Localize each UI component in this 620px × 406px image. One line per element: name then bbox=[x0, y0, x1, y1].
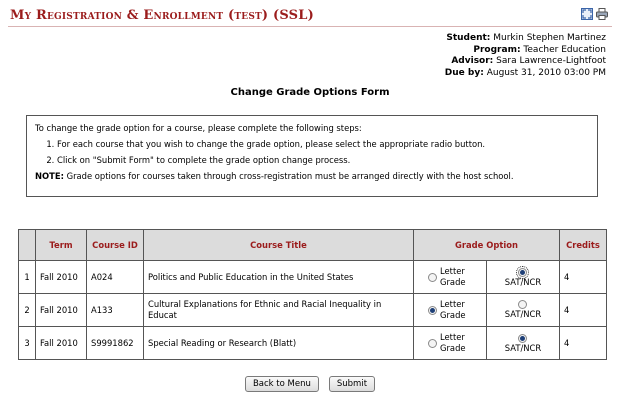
sat-ncr-radio[interactable] bbox=[518, 300, 527, 309]
note-text: Grade options for courses taken through cross-registration must be arranged directly with the host school. bbox=[63, 171, 514, 181]
instruction-step: 1. For each course that you wish to change the grade option, please select the appropriate radio button. bbox=[57, 138, 589, 150]
app-title: My Registration & Enrollment (test) (SSL) bbox=[10, 8, 314, 23]
program-name: Teacher Education bbox=[523, 44, 606, 55]
header-course-id: Course ID bbox=[87, 230, 144, 261]
sat-ncr-radio[interactable] bbox=[518, 268, 527, 277]
credits-cell: 4 bbox=[560, 294, 607, 327]
student-label: Student: bbox=[446, 33, 491, 43]
advisor-label: Advisor: bbox=[451, 56, 494, 67]
student-name: Murkin Stephen Martinez bbox=[493, 33, 606, 43]
sat-ncr-label: SAT/NCR bbox=[504, 309, 542, 319]
sat-ncr-option[interactable] bbox=[487, 294, 560, 327]
letter-grade-option[interactable] bbox=[414, 261, 487, 294]
form-buttons bbox=[0, 376, 620, 392]
term-cell: Fall 2010 bbox=[36, 261, 87, 294]
letter-grade-radio[interactable] bbox=[428, 339, 437, 348]
course-title-cell: Politics and Public Education in the United States bbox=[144, 261, 414, 294]
letter-grade-label: Letter Grade bbox=[440, 299, 466, 320]
top-toolbar bbox=[581, 8, 608, 20]
course-id-cell: S9991862 bbox=[87, 327, 144, 360]
table-header-row bbox=[19, 230, 607, 261]
student-info bbox=[445, 33, 606, 79]
courses-table bbox=[18, 229, 607, 360]
program-label: Program: bbox=[473, 44, 521, 55]
sat-ncr-option[interactable] bbox=[487, 261, 560, 294]
sat-ncr-radio[interactable] bbox=[518, 334, 527, 343]
row-number: 3 bbox=[19, 327, 36, 360]
letter-grade-radio[interactable] bbox=[428, 306, 437, 315]
title-divider bbox=[8, 26, 612, 27]
advisor-name: Sara Lawrence-Lightfoot bbox=[496, 56, 606, 67]
table-row bbox=[19, 327, 607, 360]
back-to-menu-button[interactable]: Back to Menu bbox=[245, 376, 319, 392]
term-cell: Fall 2010 bbox=[36, 327, 87, 360]
sat-ncr-label: SAT/NCR bbox=[504, 342, 542, 353]
instructions-box bbox=[26, 115, 598, 197]
course-title-cell: Special Reading or Research (Blatt) bbox=[144, 327, 414, 360]
letter-grade-radio[interactable] bbox=[428, 273, 437, 282]
instructions-steps bbox=[35, 138, 589, 166]
course-id-cell: A024 bbox=[87, 261, 144, 294]
table-row bbox=[19, 261, 607, 294]
letter-grade-label: Letter Grade bbox=[440, 266, 466, 287]
note-label: NOTE: bbox=[35, 171, 64, 181]
row-number: 1 bbox=[19, 261, 36, 294]
expand-icon[interactable] bbox=[581, 8, 593, 20]
letter-grade-label: Letter Grade bbox=[440, 332, 466, 353]
credits-cell: 4 bbox=[560, 327, 607, 360]
sat-ncr-option[interactable] bbox=[487, 327, 560, 360]
row-number: 2 bbox=[19, 294, 36, 327]
sat-ncr-label: SAT/NCR bbox=[504, 276, 542, 287]
header-course-title: Course Title bbox=[144, 230, 414, 261]
letter-grade-option[interactable] bbox=[414, 327, 487, 360]
instruction-step: 2. Click on "Submit Form" to complete the grade option change process. bbox=[57, 154, 589, 166]
header-term: Term bbox=[36, 230, 87, 261]
submit-button[interactable]: Submit bbox=[329, 376, 375, 392]
print-icon[interactable] bbox=[596, 8, 608, 20]
letter-grade-option[interactable] bbox=[414, 294, 487, 327]
course-title-cell: Cultural Explanations for Ethnic and Racial Inequality in Educat bbox=[144, 294, 414, 327]
header-credits: Credits bbox=[560, 230, 607, 261]
due-label: Due by: bbox=[444, 67, 484, 78]
form-title: Change Grade Options Form bbox=[230, 87, 390, 98]
due-date: August 31, 2010 03:00 PM bbox=[486, 67, 606, 78]
table-row bbox=[19, 294, 607, 327]
instructions-intro: To change the grade option for a course, please complete the following steps: bbox=[35, 123, 362, 133]
course-id-cell: A133 bbox=[87, 294, 144, 327]
header-grade-option: Grade Option bbox=[414, 230, 560, 261]
credits-cell: 4 bbox=[560, 261, 607, 294]
header-rownum bbox=[19, 230, 36, 261]
term-cell: Fall 2010 bbox=[36, 294, 87, 327]
instructions-note bbox=[35, 170, 589, 182]
